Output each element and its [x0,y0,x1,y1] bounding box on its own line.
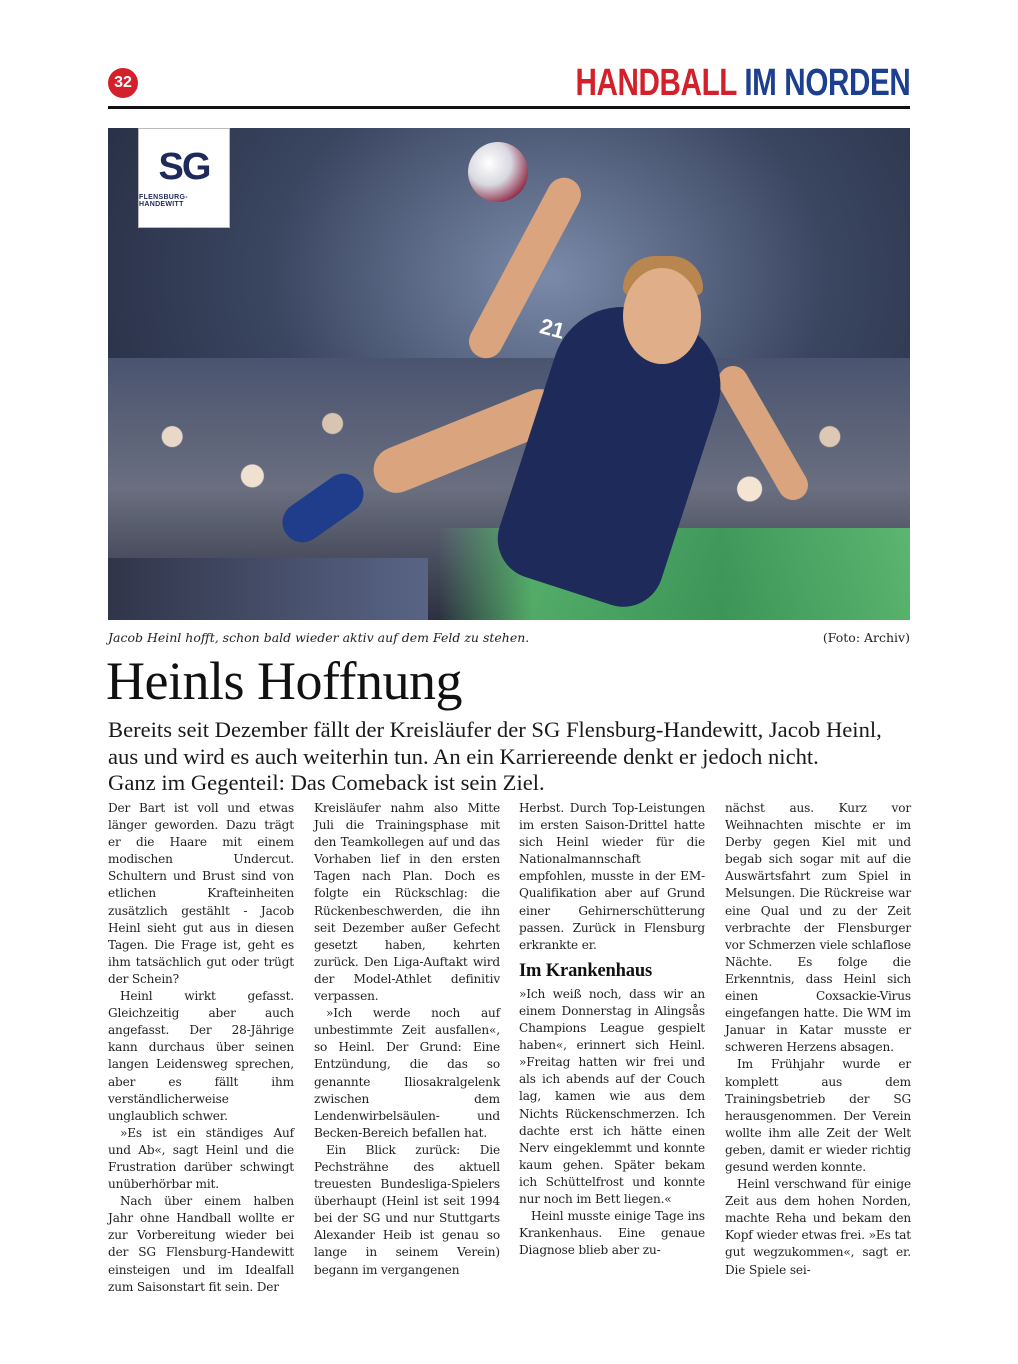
lead-paragraph [108,717,918,797]
paragraph: Nach über einem halben Jahr ohne Handball wollte er zur Vorbereitung wieder bei der SG Flensburg-Handewitt einsteigen und im Idealfall zum Saisonstart fit sein. Der [108,1194,294,1294]
handball-ball [468,142,528,202]
lead-line: aus und wird es auch weiterhin tun. An ein Karriereende denkt er jedoch nicht. [108,743,819,769]
column-2 [314,800,500,1279]
article-photo [108,128,910,620]
club-logo [138,128,230,228]
paragraph: »Ich weiß noch, dass wir an einem Donnerstag in Alingsås Champions League gespielt haben«, erinnert sich Heinl. »Freitag hatten wir frei und als ich abends auf der Couch lag, kamen wie aus dem Nichts Rückenschmerzen. Ich dachte erst ich hätte einen Nerv eingeklemmt und konnte kaum gehen. Später bekam ich Schüttelfrost und konnte nur noch im Bett liegen.« [519,986,705,1206]
paragraph: Heinl wirkt gefasst. Gleichzeitig aber auch angefasst. Der 28-Jährige kann durchaus über seinen langen Leidensweg sprechen, aber es fällt ihm verständlicherweise unglaublich schwer. [108,989,294,1123]
subheading: Im Krankenhaus [519,960,653,981]
paragraph: Ein Blick zurück: Die Pechsträhne des aktuell treuesten Bundesliga-Spielers überhaupt (Heinl ist seit 1994 bei der SG und nur Stuttgarts Alexander Heib ist genau so lange in seinem Verein) begann im vergangenen [314,1142,500,1277]
club-logo-mark: SG [158,146,210,188]
photo-background-players [108,558,428,620]
column-1 [108,800,294,1296]
player-head [623,268,701,364]
paragraph: Heinl verschwand für einige Zeit aus dem hohen Norden, machte Reha und bekam den Kopf wieder etwas frei. »Es tat gut wegzukommen«, sagt er. Die Spiele sei- [725,1177,911,1277]
photo-caption [108,630,910,645]
paragraph: Herbst. Durch Top-Leistungen im ersten Saison-Drittel hatte sich Heinl wieder für die Nationalmannschaft empfohlen, musste in der EM-Qualifikation aber auf Grund einer Gehirnerschütterung passen. Zurück in Flensburg erkrankte er. [519,801,705,952]
section-title-blue: IM NORDEN [743,62,910,104]
section-title [575,62,910,105]
paragraph: nächst aus. Kurz vor Weihnachten mischte er im Derby gegen Kiel mit und begab sich sogar mit auf die Auswärtsfahrt zum Spiel in Melsungen. Die Rückreise war eine Qual und zu der Zeit verbrachte der Flensburger vor Schmerzen viele schlaflose Nächte. Es folge die Erkenntnis, dass Heinl sich einen Coxsackie-Virus eingefangen hatte. Die WM im Januar in Katar musste er schweren Herzens absagen. [725,801,911,1055]
paragraph: »Ich werde noch auf unbestimmte Zeit ausfallen«, so Heinl. Der Grund: Eine Entzündung, die das so genannte Iliosakralgelenk zwischen dem Lendenwirbelsäulen- und Becken-Bereich befallen hat. [314,1006,500,1140]
paragraph: Heinl musste einige Tage ins Krankenhaus. Eine genaue Diagnose blieb aber zu- [519,1209,705,1258]
column-4 [725,800,911,1279]
paragraph: Im Frühjahr wurde er komplett aus dem Trainingsbetrieb der SG herausgenommen. Der Verein wollte ihm alle Zeit der Welt geben, damit er wieder richtig gesund werden konnte. [725,1057,911,1174]
column-3 [519,800,705,1259]
lead-line: Bereits seit Dezember fällt der Kreisläufer der SG Flensburg-Handewitt, Jacob Heinl, [108,717,882,742]
header-rule [108,106,910,109]
article-body [108,800,911,1294]
headline: Heinls Hoffnung [106,651,462,711]
lead-line: Ganz im Gegenteil: Das Comeback ist sein Ziel. [108,770,545,795]
paragraph: Der Bart ist voll und etwas länger geworden. Dazu trägt er die Haare mit einem modischen Undercut. Schultern und Brust sind von etlichen Krafteinheiten zusätzlich gestählt - Jacob Heinl sieht gut aus in diesen Tagen. Die Frage ist, geht es ihm tatsächlich gut oder trügt der Schein? [108,801,294,986]
caption-text: Jacob Heinl hofft, schon bald wieder aktiv auf dem Feld zu stehen. [108,630,530,645]
page-number: 32 [108,68,138,98]
paragraph: »Es ist ein ständiges Auf und Ab«, sagt Heinl und die Frustration darüber schwingt unüberhörbar mit. [108,1125,294,1192]
photo-credit: (Foto: Archiv) [822,630,910,645]
club-logo-subtitle: FLENSBURG-HANDEWITT [139,194,188,208]
paragraph: Kreisläufer nahm also Mitte Juli die Trainingsphase mit den Teamkollegen auf und das Vorhaben lief in den ersten Tagen nach Plan. Doch es folgte ein Rückschlag: die Rückenbeschwerden, die ihn seit Dezember außer Gefecht gesetzt haben, kehrten zurück. Den Liga-Auftakt wird der Model-Athlet definitiv verpassen. [314,801,500,1004]
jersey-number: 21 [537,313,568,344]
section-title-red: HANDBALL [575,62,737,104]
